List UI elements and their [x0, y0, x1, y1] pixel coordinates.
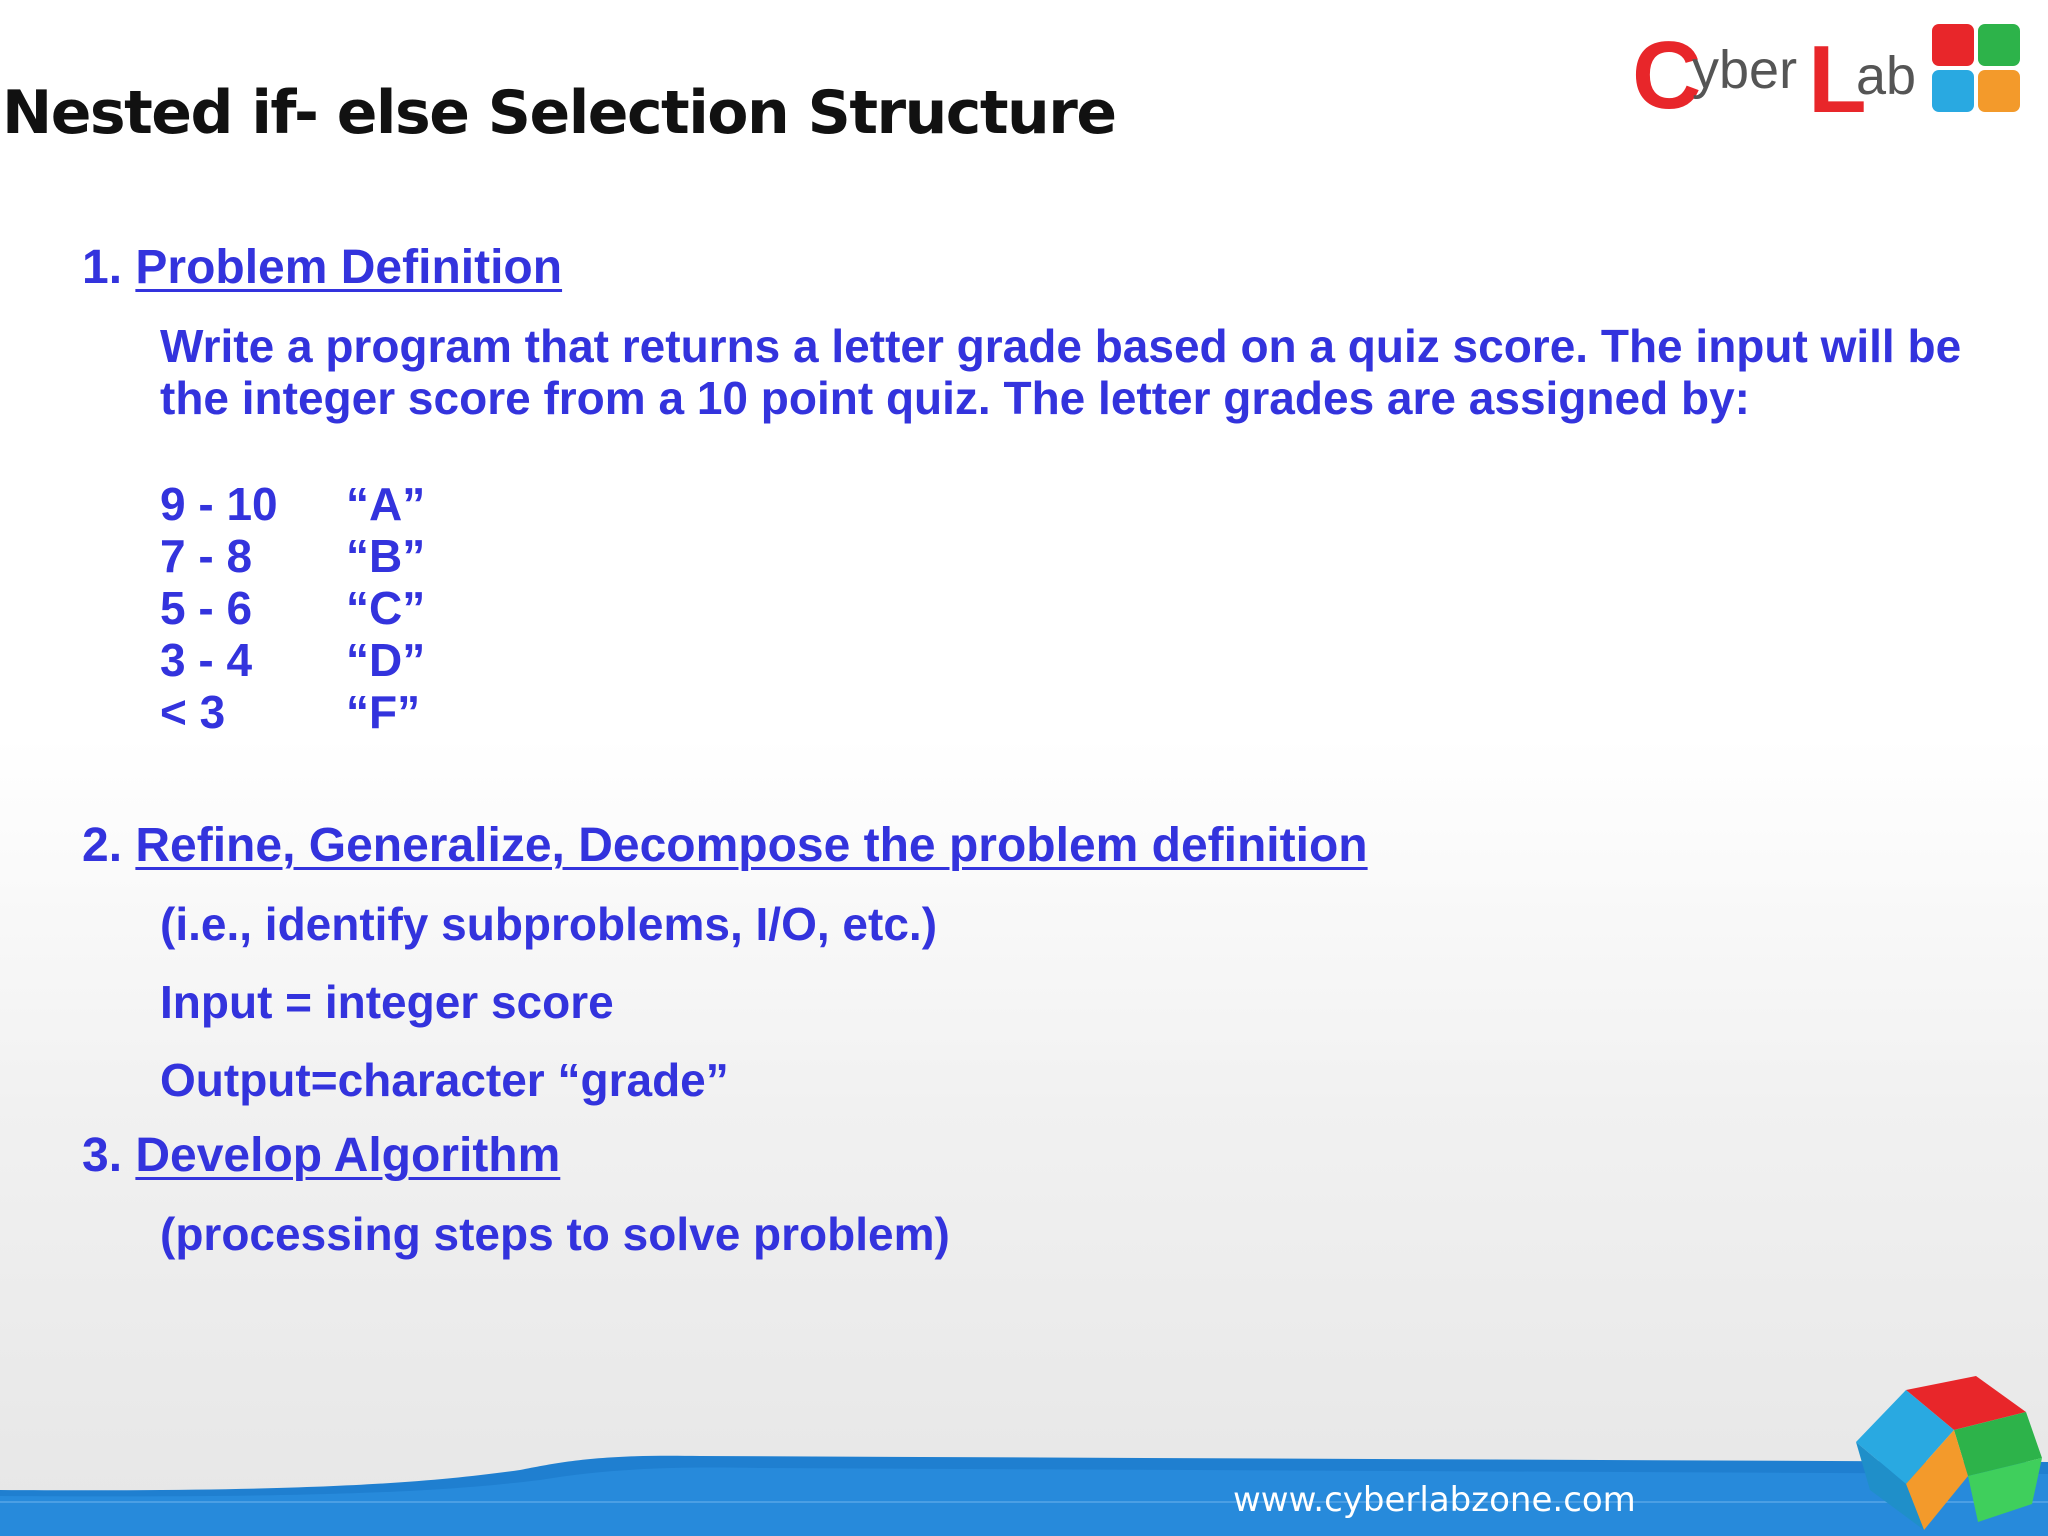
grade-letter: “D” — [346, 634, 426, 686]
section-3-line: (processing steps to solve problem) — [160, 1208, 950, 1260]
section-2-line: Output=character “grade” — [160, 1054, 729, 1106]
logo-tile-blue — [1932, 70, 1974, 112]
grade-range: 3 - 4 — [160, 634, 253, 686]
logo-tile-red — [1932, 24, 1974, 66]
logo-tile-green — [1978, 24, 2020, 66]
grade-range: 5 - 6 — [160, 582, 253, 634]
problem-definition-text: Write a program that returns a letter grade based on a quiz score. The input will be the integer score from a 10 point quiz. The letter grades are assigned by: — [160, 320, 1962, 424]
section-1-heading — [82, 240, 562, 295]
logo-text-ab: ab — [1856, 46, 1917, 106]
grade-letter: “A” — [346, 478, 426, 530]
section-2-title: Refine, Generalize, Decompose the problem definition — [135, 819, 1368, 872]
section-2-heading — [82, 818, 1368, 873]
logo-letter-l: L — [1808, 26, 1867, 122]
section-2-number: 2. — [82, 819, 123, 872]
footer-url: www.cyberlabzone.com — [1233, 1480, 1636, 1520]
section-3-number: 3. — [82, 1129, 123, 1182]
cyberlab-logo — [1630, 22, 2030, 126]
grade-letter: “B” — [346, 530, 426, 582]
grade-range: 9 - 10 — [160, 478, 278, 530]
logo-letter-c: C — [1632, 22, 1702, 122]
footer-wave — [0, 1440, 2048, 1536]
cyberlab-wordmark — [1630, 22, 1930, 122]
logo-text-yber: yber — [1692, 40, 1798, 100]
section-3-heading — [82, 1128, 560, 1183]
section-3-title: Develop Algorithm — [135, 1129, 561, 1182]
section-2-line: (i.e., identify subproblems, I/O, etc.) — [160, 898, 938, 950]
cube-icon — [1846, 1372, 2046, 1536]
section-1-number: 1. — [82, 241, 123, 294]
grade-letter: “C” — [346, 582, 426, 634]
logo-tile-orange — [1978, 70, 2020, 112]
section-1-title: Problem Definition — [135, 241, 563, 294]
grade-letter: “F” — [346, 686, 421, 738]
slide-title: Nested if- else Selection Structure — [2, 78, 1116, 148]
grade-range: 7 - 8 — [160, 530, 253, 582]
section-2-line: Input = integer score — [160, 976, 614, 1028]
grade-range: < 3 — [160, 686, 226, 738]
